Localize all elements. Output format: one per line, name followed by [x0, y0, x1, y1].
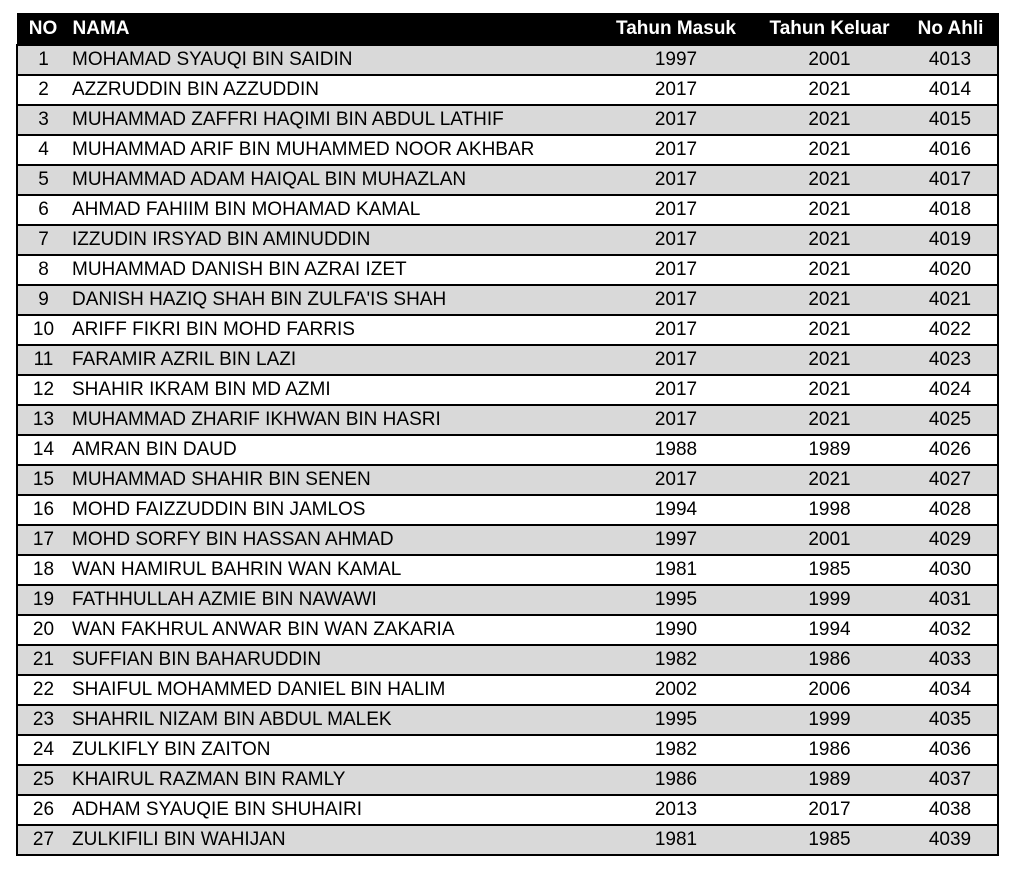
cell-tahun-keluar: 2001 [756, 525, 903, 555]
cell-nama: KHAIRUL RAZMAN BIN RAMLY [69, 765, 596, 795]
cell-nama: MUHAMMAD ZAFFRI HAQIMI BIN ABDUL LATHIF [69, 105, 596, 135]
cell-tahun-masuk: 2017 [596, 195, 756, 225]
cell-tahun-keluar: 1989 [756, 435, 903, 465]
cell-tahun-keluar: 2021 [756, 255, 903, 285]
cell-tahun-masuk: 1988 [596, 435, 756, 465]
cell-nama: ZULKIFILI BIN WAHIJAN [69, 825, 596, 855]
cell-tahun-keluar: 2021 [756, 285, 903, 315]
cell-nama: SHAIFUL MOHAMMED DANIEL BIN HALIM [69, 675, 596, 705]
cell-nama: SHAHRIL NIZAM BIN ABDUL MALEK [69, 705, 596, 735]
cell-no-ahli: 4018 [903, 195, 998, 225]
cell-no: 17 [17, 525, 69, 555]
cell-no: 27 [17, 825, 69, 855]
cell-tahun-masuk: 1990 [596, 615, 756, 645]
header-row [17, 14, 998, 45]
table-row [17, 375, 998, 405]
cell-tahun-masuk: 1997 [596, 525, 756, 555]
header-nama: NAMA [69, 14, 596, 45]
cell-tahun-keluar: 1986 [756, 735, 903, 765]
table-row [17, 615, 998, 645]
table-row [17, 795, 998, 825]
cell-nama: DANISH HAZIQ SHAH BIN ZULFA'IS SHAH [69, 285, 596, 315]
cell-no-ahli: 4028 [903, 495, 998, 525]
cell-nama: FARAMIR AZRIL BIN LAZI [69, 345, 596, 375]
cell-tahun-masuk: 1981 [596, 825, 756, 855]
cell-tahun-masuk: 1982 [596, 645, 756, 675]
table-row [17, 345, 998, 375]
table-row [17, 705, 998, 735]
cell-no-ahli: 4031 [903, 585, 998, 615]
cell-no: 22 [17, 675, 69, 705]
cell-no-ahli: 4015 [903, 105, 998, 135]
cell-nama: MUHAMMAD DANISH BIN AZRAI IZET [69, 255, 596, 285]
header-no-ahli: No Ahli [903, 14, 998, 45]
cell-no-ahli: 4030 [903, 555, 998, 585]
cell-no: 1 [17, 45, 69, 75]
cell-no: 5 [17, 165, 69, 195]
table-body [17, 45, 998, 855]
cell-no: 10 [17, 315, 69, 345]
cell-nama: AMRAN BIN DAUD [69, 435, 596, 465]
cell-no: 3 [17, 105, 69, 135]
cell-nama: AHMAD FAHIIM BIN MOHAMAD KAMAL [69, 195, 596, 225]
table-row [17, 825, 998, 855]
cell-no-ahli: 4014 [903, 75, 998, 105]
cell-tahun-masuk: 2017 [596, 135, 756, 165]
cell-tahun-masuk: 1981 [596, 555, 756, 585]
table-header [17, 14, 998, 45]
table-row [17, 435, 998, 465]
cell-no-ahli: 4022 [903, 315, 998, 345]
cell-no: 19 [17, 585, 69, 615]
cell-tahun-masuk: 2017 [596, 405, 756, 435]
cell-no: 4 [17, 135, 69, 165]
cell-tahun-keluar: 2021 [756, 195, 903, 225]
cell-no-ahli: 4013 [903, 45, 998, 75]
cell-tahun-keluar: 1999 [756, 705, 903, 735]
table-row [17, 525, 998, 555]
cell-no-ahli: 4023 [903, 345, 998, 375]
cell-no-ahli: 4020 [903, 255, 998, 285]
cell-no: 8 [17, 255, 69, 285]
table-row [17, 75, 998, 105]
cell-tahun-masuk: 1986 [596, 765, 756, 795]
table-row [17, 105, 998, 135]
cell-tahun-keluar: 2021 [756, 375, 903, 405]
header-no: NO [17, 14, 69, 45]
cell-no: 16 [17, 495, 69, 525]
table-row [17, 225, 998, 255]
cell-tahun-masuk: 1997 [596, 45, 756, 75]
cell-tahun-keluar: 2021 [756, 165, 903, 195]
cell-no: 11 [17, 345, 69, 375]
cell-nama: ADHAM SYAUQIE BIN SHUHAIRI [69, 795, 596, 825]
cell-tahun-keluar: 2001 [756, 45, 903, 75]
table-row [17, 405, 998, 435]
table-row [17, 735, 998, 765]
cell-tahun-keluar: 2006 [756, 675, 903, 705]
cell-tahun-keluar: 2021 [756, 75, 903, 105]
member-table [16, 13, 999, 856]
cell-tahun-masuk: 1995 [596, 705, 756, 735]
cell-nama: MUHAMMAD ADAM HAIQAL BIN MUHAZLAN [69, 165, 596, 195]
cell-tahun-keluar: 2017 [756, 795, 903, 825]
cell-no-ahli: 4034 [903, 675, 998, 705]
table-row [17, 555, 998, 585]
table-row [17, 645, 998, 675]
cell-tahun-keluar: 1994 [756, 615, 903, 645]
cell-no-ahli: 4019 [903, 225, 998, 255]
table-row [17, 765, 998, 795]
cell-tahun-keluar: 2021 [756, 345, 903, 375]
table-row [17, 495, 998, 525]
cell-nama: WAN FAKHRUL ANWAR BIN WAN ZAKARIA [69, 615, 596, 645]
cell-nama: IZZUDIN IRSYAD BIN AMINUDDIN [69, 225, 596, 255]
cell-tahun-masuk: 2017 [596, 105, 756, 135]
cell-no-ahli: 4021 [903, 285, 998, 315]
cell-no: 23 [17, 705, 69, 735]
cell-tahun-masuk: 1982 [596, 735, 756, 765]
cell-tahun-masuk: 1994 [596, 495, 756, 525]
cell-tahun-masuk: 2017 [596, 75, 756, 105]
header-tahun-keluar: Tahun Keluar [756, 14, 903, 45]
cell-tahun-keluar: 2021 [756, 465, 903, 495]
cell-tahun-masuk: 2017 [596, 285, 756, 315]
cell-tahun-masuk: 2017 [596, 255, 756, 285]
cell-no: 7 [17, 225, 69, 255]
cell-no-ahli: 4029 [903, 525, 998, 555]
cell-no-ahli: 4027 [903, 465, 998, 495]
cell-nama: FATHHULLAH AZMIE BIN NAWAWI [69, 585, 596, 615]
cell-tahun-keluar: 2021 [756, 225, 903, 255]
member-table-container [16, 13, 997, 856]
cell-tahun-keluar: 1985 [756, 555, 903, 585]
cell-no-ahli: 4017 [903, 165, 998, 195]
table-row [17, 675, 998, 705]
cell-tahun-keluar: 1986 [756, 645, 903, 675]
table-row [17, 285, 998, 315]
cell-no: 14 [17, 435, 69, 465]
cell-nama: WAN HAMIRUL BAHRIN WAN KAMAL [69, 555, 596, 585]
cell-nama: MUHAMMAD ZHARIF IKHWAN BIN HASRI [69, 405, 596, 435]
table-row [17, 165, 998, 195]
cell-tahun-masuk: 2017 [596, 465, 756, 495]
cell-no-ahli: 4025 [903, 405, 998, 435]
cell-tahun-keluar: 2021 [756, 135, 903, 165]
cell-no: 9 [17, 285, 69, 315]
cell-no-ahli: 4036 [903, 735, 998, 765]
cell-no: 25 [17, 765, 69, 795]
cell-no: 18 [17, 555, 69, 585]
cell-no-ahli: 4035 [903, 705, 998, 735]
table-row [17, 255, 998, 285]
cell-no: 15 [17, 465, 69, 495]
cell-no: 2 [17, 75, 69, 105]
cell-nama: ZULKIFLY BIN ZAITON [69, 735, 596, 765]
cell-no-ahli: 4032 [903, 615, 998, 645]
cell-tahun-keluar: 1999 [756, 585, 903, 615]
cell-nama: MUHAMMAD ARIF BIN MUHAMMED NOOR AKHBAR [69, 135, 596, 165]
cell-no: 20 [17, 615, 69, 645]
cell-no-ahli: 4026 [903, 435, 998, 465]
cell-nama: MOHD SORFY BIN HASSAN AHMAD [69, 525, 596, 555]
cell-nama: SHAHIR IKRAM BIN MD AZMI [69, 375, 596, 405]
cell-tahun-masuk: 2017 [596, 375, 756, 405]
cell-tahun-keluar: 1998 [756, 495, 903, 525]
cell-no: 12 [17, 375, 69, 405]
cell-no-ahli: 4039 [903, 825, 998, 855]
header-tahun-masuk: Tahun Masuk [596, 14, 756, 45]
cell-tahun-masuk: 2017 [596, 165, 756, 195]
cell-tahun-keluar: 2021 [756, 315, 903, 345]
cell-no: 21 [17, 645, 69, 675]
cell-no-ahli: 4033 [903, 645, 998, 675]
cell-no-ahli: 4024 [903, 375, 998, 405]
cell-tahun-keluar: 2021 [756, 105, 903, 135]
cell-nama: MOHD FAIZZUDDIN BIN JAMLOS [69, 495, 596, 525]
table-row [17, 135, 998, 165]
cell-no-ahli: 4038 [903, 795, 998, 825]
cell-nama: ARIFF FIKRI BIN MOHD FARRIS [69, 315, 596, 345]
cell-tahun-masuk: 2002 [596, 675, 756, 705]
cell-nama: AZZRUDDIN BIN AZZUDDIN [69, 75, 596, 105]
cell-tahun-masuk: 1995 [596, 585, 756, 615]
table-row [17, 465, 998, 495]
cell-nama: MUHAMMAD SHAHIR BIN SENEN [69, 465, 596, 495]
cell-no-ahli: 4016 [903, 135, 998, 165]
cell-tahun-keluar: 1989 [756, 765, 903, 795]
cell-no: 13 [17, 405, 69, 435]
cell-tahun-keluar: 2021 [756, 405, 903, 435]
cell-tahun-masuk: 2017 [596, 345, 756, 375]
cell-no: 26 [17, 795, 69, 825]
cell-no-ahli: 4037 [903, 765, 998, 795]
cell-nama: MOHAMAD SYAUQI BIN SAIDIN [69, 45, 596, 75]
table-row [17, 315, 998, 345]
cell-no: 6 [17, 195, 69, 225]
table-row [17, 45, 998, 75]
cell-tahun-keluar: 1985 [756, 825, 903, 855]
table-row [17, 585, 998, 615]
cell-no: 24 [17, 735, 69, 765]
cell-tahun-masuk: 2013 [596, 795, 756, 825]
cell-nama: SUFFIAN BIN BAHARUDDIN [69, 645, 596, 675]
cell-tahun-masuk: 2017 [596, 225, 756, 255]
cell-tahun-masuk: 2017 [596, 315, 756, 345]
table-row [17, 195, 998, 225]
